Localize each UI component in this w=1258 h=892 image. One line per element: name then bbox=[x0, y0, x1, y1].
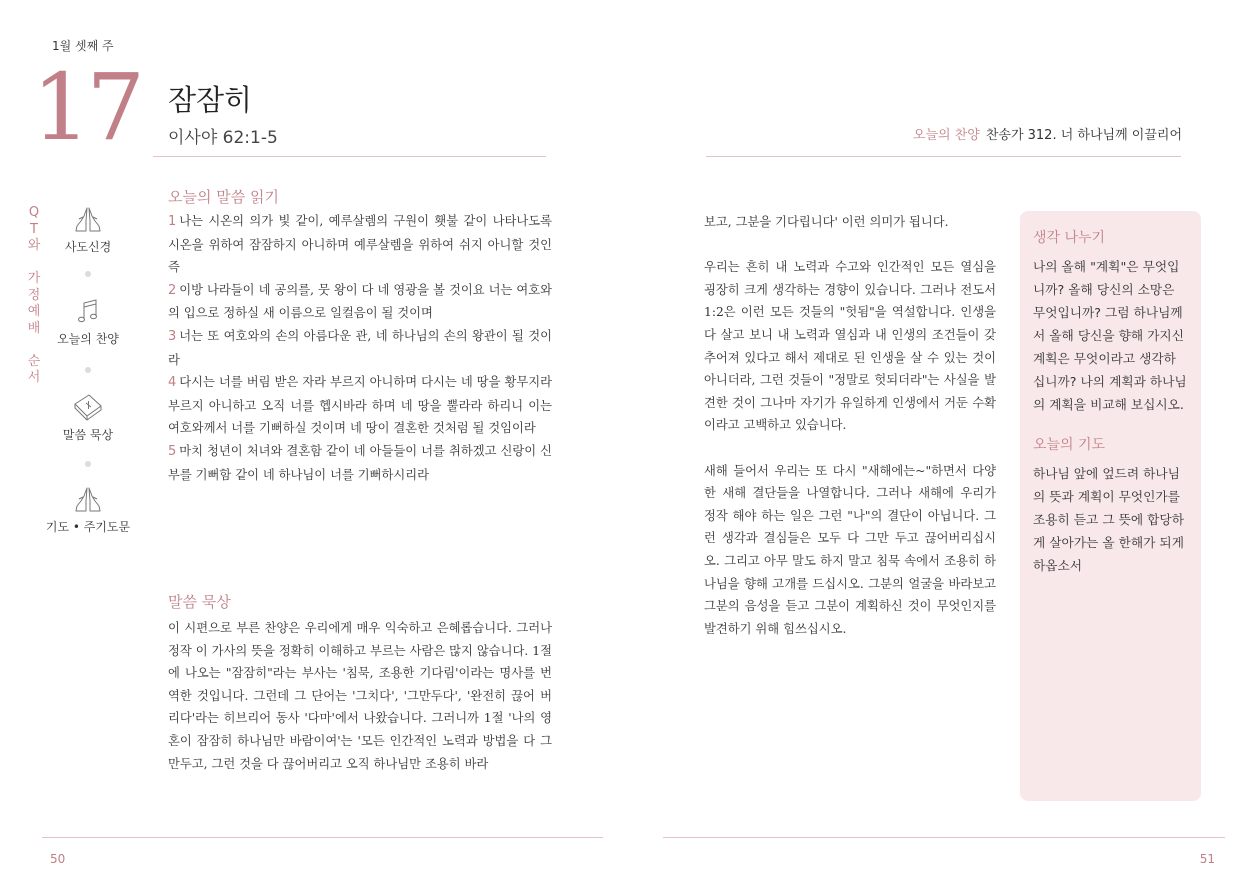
header-divider-left bbox=[153, 156, 546, 157]
verse-number: 5 bbox=[168, 443, 177, 459]
prayer-text: 하나님 앞에 엎드려 하나님의 뜻과 계획이 무엇인가를 조용히 듣고 그 뜻에 합당하게 살아가는 올 한해가 되게 하옵소서 bbox=[1033, 466, 1184, 573]
verse-number: 2 bbox=[168, 282, 177, 298]
hymn-label: 오늘의 찬양 bbox=[912, 128, 980, 143]
share-text: 나의 올해 "계획"은 무엇입니까? 올해 당신의 소망은 무엇입니까? 그럼 하나님께서 올해 당신을 향해 가지신 계획은 무엇이라고 생각하십니까? 나의 계획과 하나님의 계획을 비교해 보십시오. bbox=[1033, 259, 1187, 412]
meditation-text-left: 이 시편으로 부른 찬양은 우리에게 매우 익숙하고 은혜롭습니다. 그러나 정작 이 가사의 뜻을 정확히 이해하고 부르는 사람은 많지 않습니다. 1절에 나오는 "잠잠히"라는 부사는 '침묵, 조용한 기다림'이라는 명사를 번역한 것입니다. 그런데 그 단어는 '그치다', '그만두다', '완전히 끊어 버리다'라는 히브리어 동사 '다마'에서 나왔습니다. 그러니까 1절 '나의 영혼이 잠잠히 하나님만 바람이여'는 '모든 인간적인 노력과 방법을 다 그만두고, 그런 것을 다 끊어버리고 오직 하나님만 조용히 바라 bbox=[168, 621, 552, 771]
verse-text: 이방 나라들이 네 공의를, 뭇 왕이 다 네 영광을 볼 것이요 너는 여호와의 입으로 정하실 새 이름으로 일컬음이 될 것이며 bbox=[168, 282, 552, 321]
verse bbox=[168, 279, 552, 325]
verse bbox=[168, 440, 552, 486]
verse-text: 너는 또 여호와의 손의 아름다운 관, 네 하나님의 손의 왕관이 될 것이라 bbox=[168, 328, 552, 367]
reflection-box bbox=[1020, 211, 1201, 801]
footer-divider-right bbox=[663, 837, 1225, 838]
music-note-icon bbox=[72, 298, 104, 326]
todays-hymn bbox=[913, 124, 1182, 143]
bible-icon bbox=[71, 392, 105, 422]
page-number-right: 51 bbox=[1199, 852, 1215, 866]
verse-number: 4 bbox=[168, 375, 177, 391]
sidebar-separator-dot bbox=[85, 461, 91, 467]
scripture-reading bbox=[168, 210, 552, 486]
sidebar-item-label: 말씀 묵상 bbox=[62, 428, 114, 442]
sidebar-item-label: 기도 • 주기도문 bbox=[45, 520, 131, 534]
verse-text: 다시는 너를 버림 받은 자라 부르지 아니하며 다시는 네 땅을 황무지라 부르지 아니하고 오직 너를 헵시바라 하며 네 땅을 뿔라라 하리니 이는 여호와께서 너를 기뻐하실 것이며 네 땅이 결혼한 것처럼 될 것임이라 bbox=[168, 375, 552, 436]
meditation-paragraph: 우리는 흔히 내 노력과 수고와 인간적인 모든 열심을 굉장히 크게 생각하는 경향이 있습니다. 그러나 전도서 1:2은 이런 모든 것들의 "헛됨"을 역설합니다. 인생을 다 살고 보니 내 노력과 열심과 내 인생의 조건들이 갖추어져 있다고 해서 제대로 된 인생을 살 수 있는 것이 아니더라, 그런 것들이 "정말로 헛되더라"는 사실을 발견한 것이 그나마 자기가 유일하게 인생에서 거둔 수확이라고 고백하고 있습니다. bbox=[704, 260, 996, 433]
praying-hands-icon bbox=[72, 486, 104, 514]
verse bbox=[168, 371, 552, 440]
sidebar-item-label: 오늘의 찬양 bbox=[57, 332, 119, 346]
share-heading: 생각 나누기 bbox=[1033, 230, 1106, 246]
verse bbox=[168, 210, 552, 279]
verse-number: 1 bbox=[168, 214, 177, 229]
verse-number: 3 bbox=[168, 328, 177, 344]
sidebar-item-apostles-creed bbox=[43, 206, 133, 255]
footer-divider-left bbox=[42, 837, 603, 838]
page-number-left: 50 bbox=[50, 852, 66, 866]
meditation-paragraph: 보고, 그분을 기다립니다' 이런 의미가 됩니다. bbox=[704, 215, 949, 229]
sidebar-item-word-meditation bbox=[43, 392, 133, 443]
verse bbox=[168, 325, 552, 371]
header-divider-right bbox=[706, 156, 1181, 157]
sidebar-item-todays-hymn bbox=[43, 298, 133, 347]
sidebar-item-label: 사도신경 bbox=[64, 240, 112, 254]
meditation-heading: 말씀 묵상 bbox=[168, 593, 231, 611]
scripture-reference: 이사야 62:1-5 bbox=[168, 128, 278, 148]
prayer-heading: 오늘의 기도 bbox=[1033, 437, 1106, 453]
praying-hands-icon bbox=[72, 206, 104, 234]
meditation-paragraph: 새해 들어서 우리는 또 다시 "새해에는~"하면서 다양한 새해 결단들을 나열합니다. 그러나 새해에 우리가 정작 해야 하는 일은 그런 "나"의 결단이 아닙니다. 그런 생각과 결심들은 모두 다 그만 두고 끊어버리십시오. 그리고 아무 말도 하지 말고 침묵 속에서 조용히 하나님을 향해 고개를 드십시오. 그분의 얼굴을 바라보고 그분의 음성을 듣고 그분이 계획하신 것이 무엇인지를 발견하기 위해 힘쓰십시오. bbox=[704, 463, 996, 636]
day-number: 17 bbox=[32, 54, 142, 161]
week-label: 1월 셋째 주 bbox=[52, 39, 114, 53]
hymn-text: 찬송가 312. 너 하나님께 이끌리어 bbox=[985, 128, 1182, 143]
sidebar-item-prayer bbox=[43, 486, 133, 535]
reading-heading: 오늘의 말씀 읽기 bbox=[168, 188, 279, 206]
page-title: 잠잠히 bbox=[168, 83, 253, 117]
sidebar-separator-dot bbox=[85, 367, 91, 373]
verse-text: 마치 청년이 처녀와 결혼함 같이 네 아들들이 너를 취하겠고 신랑이 신부를 기뻐함 같이 네 하나님이 너를 기뻐하시리라 bbox=[168, 443, 552, 482]
verse-text: 나는 시온의 의가 빛 같이, 예루살렘의 구원이 횃불 같이 나타나도록 시온을 위하여 잠잠하지 아니하며 예루살렘을 위하여 쉬지 아니할 것인즉 bbox=[168, 214, 552, 275]
qt-family-worship-order-label: Q T 와 가 정 예 배 순 서 bbox=[27, 205, 41, 385]
meditation-text-right bbox=[704, 211, 996, 663]
sidebar-separator-dot bbox=[85, 271, 91, 277]
